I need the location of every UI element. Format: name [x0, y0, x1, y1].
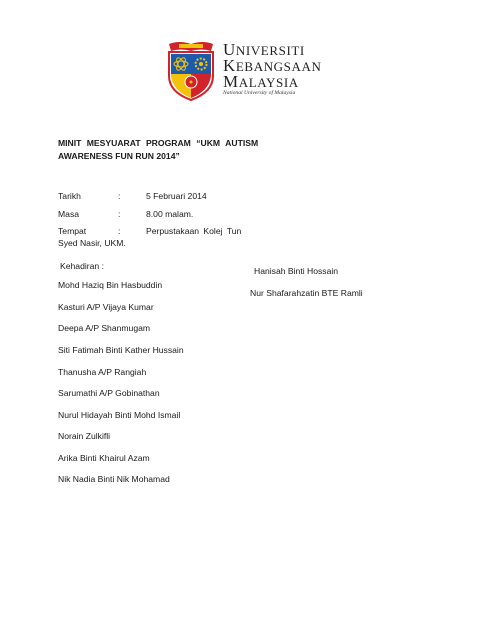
logo-subtitle: National University of Malaysia: [223, 90, 296, 96]
attendee-name: Arika Binti Khairul Azam: [58, 453, 150, 463]
logo-cap-u: U: [223, 40, 236, 59]
attendee-name: Thanusha A/P Rangiah: [58, 367, 147, 377]
title-line-2: AWARENESS FUN RUN 2014”: [58, 151, 180, 161]
attendee-name: Kasturi A/P Vijaya Kumar: [58, 302, 154, 312]
logo-cap-k: K: [223, 56, 236, 75]
logo-text-malaysia: ALAYSIA: [238, 75, 299, 90]
tempat-colon: :: [118, 226, 121, 236]
attendee-name: Deepa A/P Shanmugam: [58, 323, 151, 333]
tarikh-label: Tarikh: [58, 191, 81, 201]
document-title: [58, 137, 258, 163]
tempat-value-line-1: Perpustakaan Kolej Tun: [146, 226, 242, 236]
tarikh-value: 5 Februari 2014: [146, 191, 207, 201]
attendee-name: Sarumathi A/P Gobinathan: [58, 388, 160, 398]
attendee-name: Mohd Haziq Bin Hasbuddin: [58, 280, 163, 290]
logo-text-kebangsaan: EBANGSAAN: [235, 59, 322, 74]
masa-label: Masa: [58, 209, 80, 219]
attendee-name: Nur Shafarahzatin BTE Ramli: [250, 288, 363, 298]
attendee-name: Siti Fatimah Binti Kather Hussain: [58, 345, 184, 355]
attendee-name: Norain Zulkifli: [58, 431, 111, 441]
logo-cap-m: M: [223, 72, 239, 91]
title-line-1: MINIT MESYUARAT PROGRAM “UKM AUTISM: [58, 138, 259, 148]
university-name: [223, 42, 321, 90]
masa-colon: :: [118, 209, 121, 219]
tempat-label: Tempat: [58, 226, 87, 236]
tarikh-colon: :: [118, 191, 121, 201]
kehadiran-label: Kehadiran :: [60, 261, 104, 271]
tempat-value-line-2: Syed Nasir, UKM.: [58, 238, 126, 248]
attendee-name: Hanisah Binti Hossain: [254, 266, 339, 276]
logo-text-universiti: NIVERSITI: [235, 43, 305, 58]
attendee-name: Nurul Hidayah Binti Mohd Ismail: [58, 410, 181, 420]
ukm-logo: [165, 38, 322, 102]
ukm-crest-icon: [165, 38, 217, 102]
attendee-name: Nik Nadia Binti Nik Mohamad: [58, 474, 170, 484]
masa-value: 8.00 malam.: [146, 209, 194, 219]
